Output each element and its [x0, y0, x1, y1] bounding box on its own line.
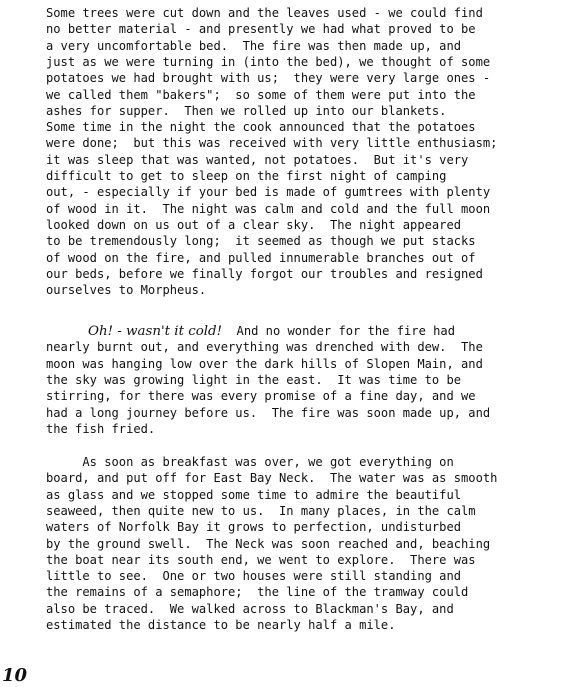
- text-line: [88, 323, 455, 340]
- text-line: potatoes we had brought with us; they were very large ones -: [46, 71, 491, 86]
- text-line: were done; but this was received with very little enthusiasm;: [46, 136, 498, 151]
- text-line: estimated the distance to be nearly half a mile.: [46, 618, 396, 632]
- text-line: board, and put off for East Bay Neck. The water was as smooth: [46, 471, 498, 486]
- text-line: ashes for supper. Then we rolled up into our blankets.: [46, 103, 447, 118]
- text-line: had a long journey before us. The fire was soon made up, and: [46, 405, 491, 420]
- text-line: the remains of a semaphore; the line of the tramway could: [46, 585, 469, 600]
- page-number: 10: [2, 665, 28, 686]
- text-line: As soon as breakfast was over, we got everything on: [46, 455, 454, 469]
- text-line: our beds, before we finally forgot our troubles and resigned: [46, 266, 483, 281]
- text-line: the fish fried.: [46, 421, 156, 436]
- emphasis-text: Oh! - wasn't it cold!: [88, 324, 222, 339]
- text-line: by the ground swell. The Neck was soon reached and, beaching: [46, 536, 491, 551]
- text-line: of wood on the fire, and pulled innumerable branches out of: [46, 250, 476, 265]
- text-span: And no wonder for the fire had: [222, 324, 455, 338]
- text-line: the sky was growing light in the east. It was time to be: [46, 372, 462, 387]
- text-line: the boat near its south end, we went to explore. There was: [46, 552, 476, 567]
- text-line: little to see. One or two houses were still standing and: [46, 569, 462, 584]
- text-line: Some trees were cut down and the leaves used - we could find: [46, 6, 483, 20]
- text-line: we called them "bakers"; so some of them were put into the: [46, 87, 476, 102]
- text-line: looked down on us out of a clear sky. The night appeared: [46, 217, 462, 232]
- text-line: stirring, for there was every promise of a fine day, and we: [46, 389, 476, 404]
- text-line: nearly burnt out, and everything was drenched with dew. The: [46, 340, 483, 355]
- text-line: waters of Norfolk Bay it grows to perfection, undisturbed: [46, 520, 462, 535]
- text-line: Some time in the night the cook announced that the potatoes: [46, 120, 476, 135]
- text-line: a very uncomfortable bed. The fire was then made up, and: [46, 38, 462, 53]
- text-line: difficult to get to sleep on the first night of camping: [46, 169, 447, 183]
- text-line: no better material - and presently we had what proved to be: [46, 22, 476, 37]
- text-line: out, - especially if your bed is made of gumtrees with plenty: [46, 185, 491, 200]
- text-line: just as we were turning in (into the bed), we thought of some: [46, 54, 491, 69]
- text-line: moon was hanging low over the dark hills of Slopen Main, and: [46, 356, 483, 371]
- text-line: as glass and we stopped some time to admire the beautiful: [46, 487, 462, 502]
- text-line: of wood in it. The night was calm and cold and the full moon: [46, 201, 491, 216]
- text-line: it was sleep that was wanted, not potatoes. But it's very: [46, 152, 469, 167]
- text-line: seaweed, then quite new to us. In many places, in the calm: [46, 503, 476, 518]
- text-line: ourselves to Morpheus.: [46, 283, 207, 298]
- text-line: also be traced. We walked across to Blackman's Bay, and: [46, 601, 454, 616]
- text-line: to be tremendously long; it seemed as though we put stacks: [46, 234, 476, 249]
